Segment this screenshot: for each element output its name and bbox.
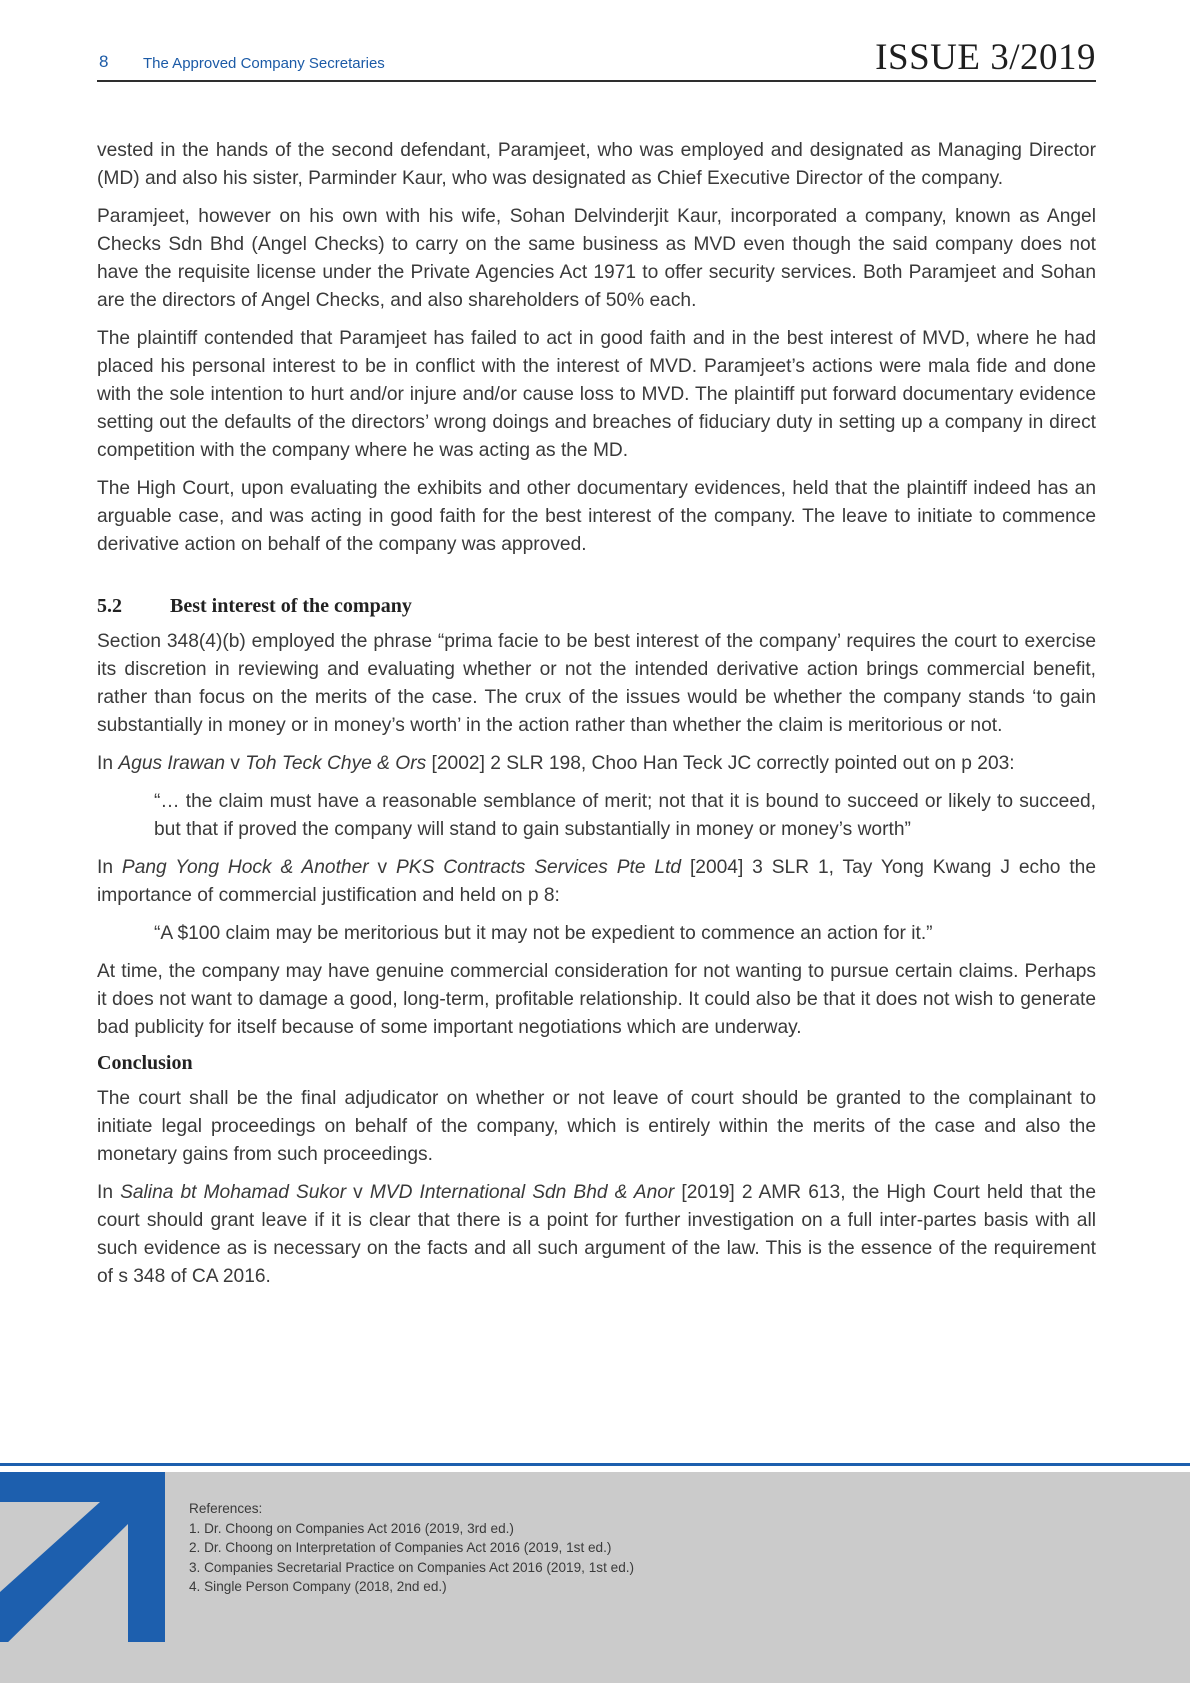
paragraph: Paramjeet, however on his own with his wife, Sohan Delvinderjit Kaur, incorporated a company, known as Angel Checks Sdn Bhd (Angel Checks) to carry on the same business as MVD even though the said company does not have the requisite license under the Private Agencies Act 1971 to offer security services. Both Paramjeet and Sohan are the directors of Angel Checks, and also shareholders of 50% each. [97, 206, 1096, 311]
section-heading [97, 595, 1096, 618]
text: v [225, 753, 246, 774]
text: [2019] 2 AMR 613, the High Court held that the court should grant leave if it is clear that there is a point for further investigation on a full inter-partes basis with all such evidence as is necessary on the facts and all such argument of the law. This is the essence of the requirement of s 348 of CA 2016. [97, 1182, 1096, 1287]
section-number: 5.2 [97, 595, 122, 617]
case-party: Salina bt Mohamad Sukor [120, 1182, 347, 1203]
text: v [368, 857, 396, 878]
arrow-icon [0, 1472, 165, 1642]
case-party: Toh Teck Chye & Ors [245, 753, 427, 774]
paragraph: The court shall be the final adjudicator on whether or not leave of court should be granted to the complainant to initiate legal proceedings on behalf of the company, which is entirely within the merits of the case and also the monetary gains from such proceedings. [97, 1088, 1096, 1165]
case-party: Pang Yong Hock & Another [121, 857, 369, 878]
case-citation-paragraph [97, 1179, 1096, 1291]
page-number: 8 [99, 52, 109, 71]
paragraph: At time, the company may have genuine commercial consideration for not wanting to pursue certain claims. Perhaps it does not want to damage a good, long-term, profitable relationship. It could also be that it does not wish to generate bad publicity for itself because of some important negotiations which are underway. [97, 961, 1096, 1038]
reference-item: 2. Dr. Choong on Interpretation of Companies Act 2016 (2019, 1st ed.) [189, 1540, 612, 1555]
text: [2004] 3 SLR 1, Tay Yong Kwang J echo the importance of commercial justification and held on p 8: [97, 857, 1096, 906]
case-citation-paragraph [97, 854, 1096, 910]
paragraph: vested in the hands of the second defendant, Paramjeet, who was employed and designated as Managing Director (MD) and also his sister, Parminder Kaur, who was designated as Chief Executive Director of the company. [97, 140, 1096, 189]
publication-title: The Approved Company Secretaries [143, 55, 385, 72]
issue-label: ISSUE 3/2019 [875, 37, 1096, 78]
article-body [97, 137, 1096, 1301]
text: In [97, 1182, 121, 1203]
footer-divider [0, 1463, 1190, 1466]
text: In [97, 857, 122, 878]
reference-item: 1. Dr. Choong on Companies Act 2016 (2019, 3rd ed.) [189, 1520, 514, 1536]
page-header [97, 36, 1096, 82]
paragraph: Section 348(4)(b) employed the phrase “prima facie to be best interest of the company’ requires the court to exercise its discretion in reviewing and evaluating whether or not the intended derivative action brings commercial benefit, rather than focus on the merits of the case. The crux of the issues would be whether the company stands ‘to gain substantially in money or in money’s worth’ in the action rather than whether the claim is meritorious or not. [97, 631, 1096, 736]
references-label: References: [189, 1501, 263, 1516]
case-party: PKS Contracts Services Pte Ltd [396, 857, 682, 878]
block-quote: “A $100 claim may be meritorious but it may not be expedient to commence an action for it.” [154, 923, 933, 944]
references-panel [0, 1472, 1190, 1683]
text: v [346, 1182, 370, 1203]
references-list [189, 1499, 634, 1597]
reference-item: 3. Companies Secretarial Practice on Companies Act 2016 (2019, 1st ed.) [189, 1559, 635, 1575]
conclusion-heading: Conclusion [97, 1052, 193, 1074]
section-title: Best interest of the company [170, 595, 412, 617]
paragraph: The plaintiff contended that Paramjeet has failed to act in good faith and in the best interest of MVD, where he had placed his personal interest to be in conflict with the interest of MVD. Paramjeet’s actions were mala fide and done with the sole intention to hurt and/or injure and/or cause loss to MVD. The plaintiff put forward documentary evidence setting out the defaults of the directors’ wrong doings and breaches of fiduciary duty in setting up a company in direct competition with the company where he was acting as the MD. [97, 328, 1096, 461]
block-quote: “… the claim must have a reasonable semblance of merit; not that it is bound to succeed or likely to succeed, but that if proved the company will stand to gain substantially in money or money’s worth” [154, 791, 1096, 840]
text: [2002] 2 SLR 198, Choo Han Teck JC correctly pointed out on p 203: [426, 753, 1015, 774]
case-citation-paragraph [97, 750, 1096, 778]
paragraph: The High Court, upon evaluating the exhibits and other documentary evidences, held that the plaintiff indeed has an arguable case, and was acting in good faith for the best interest of the company. The leave to initiate to commence derivative action on behalf of the company was approved. [97, 478, 1096, 555]
reference-item: 4. Single Person Company (2018, 2nd ed.) [189, 1579, 447, 1594]
case-party: Agus Irawan [118, 753, 225, 774]
case-party: MVD International Sdn Bhd & Anor [369, 1182, 675, 1203]
text: In [97, 753, 119, 774]
